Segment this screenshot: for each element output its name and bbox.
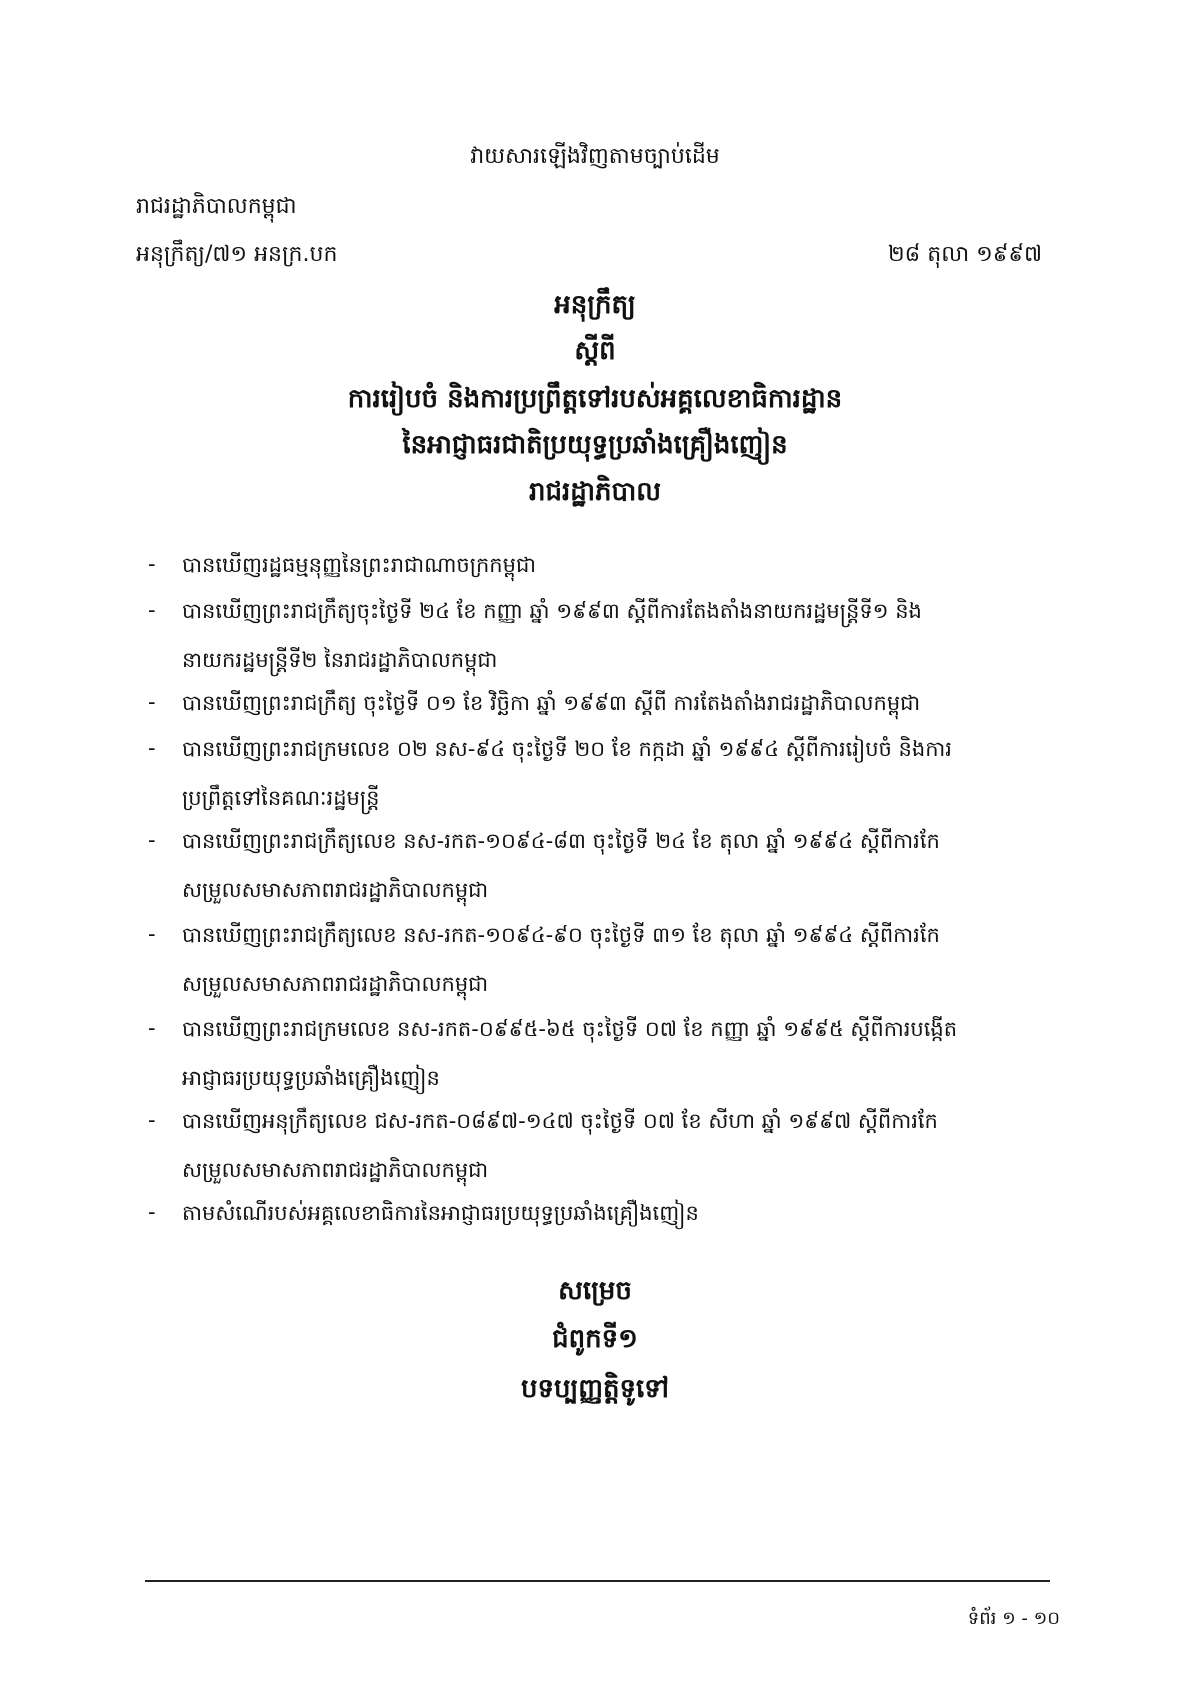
footer-divider: [145, 1580, 1050, 1582]
preamble-text: តាមសំណើរបស់អគ្គលេខាធិការនៃអាជ្ញាធរប្រយុទ្ធប្រឆាំងគ្រឿងញៀន: [182, 1201, 699, 1225]
preamble-text-continued: អាជ្ញាធរប្រយុទ្ធប្រឆាំងគ្រឿងញៀន: [182, 1066, 440, 1090]
preamble-text-continued: សម្រួលសមាសភាពរាជរដ្ឋាភិបាលកម្ពុជា: [182, 878, 489, 902]
preamble-text-continued: នាយករដ្ឋមន្ត្រីទី២ នៃរាជរដ្ឋាភិបាលកម្ពុជា: [182, 648, 498, 672]
preamble-text: បានឃើញព្រះរាជក្រមលេខ នស-រកត-០៩៩៥-៦៥ ចុះថ្ងៃទី ០៧ ខែ កញ្ញា ឆ្នាំ ១៩៩៥ ស្តីពីការបង្កើត: [182, 1017, 958, 1041]
preamble-text-continued: សម្រួលសមាសភាពរាជរដ្ឋាភិបាលកម្ពុជា: [182, 1158, 489, 1182]
bullet-dash: -: [148, 1108, 156, 1132]
preamble-text-continued: សម្រួលសមាសភាពរាជរដ្ឋាភិបាលកម្ពុជា: [182, 972, 489, 996]
restoration-note: វាយសារឡើងវិញតាមច្បាប់ដើម: [470, 144, 720, 169]
decision-heading: សម្រេច: [558, 1276, 632, 1306]
title-subject-line2: នៃអាជ្ញាធរជាតិប្រយុទ្ធប្រឆាំងគ្រឿងញៀន: [402, 430, 788, 460]
title-subdecree: អនុក្រឹត្យ: [554, 290, 636, 320]
bullet-dash: -: [148, 598, 156, 622]
preamble-text: បានឃើញព្រះរាជក្រឹត្យលេខ នស-រកត-១០៩៤-៨៣ ចុះថ្ងៃទី ២៤ ខែ តុលា ឆ្នាំ ១៩៩៤ ស្តីពីការកែ: [182, 829, 940, 853]
chapter-title: បទប្បញ្ញត្តិទូទៅ: [520, 1374, 670, 1404]
chapter-heading: ជំពូកទី១: [552, 1324, 638, 1354]
bullet-dash: -: [148, 690, 156, 714]
preamble-text: បានឃើញរដ្ឋធម្មនុញ្ញនៃព្រះរាជាណាចក្រកម្ពុជា: [182, 553, 536, 577]
institution-name: រាជរដ្ឋាភិបាលកម្ពុជា: [136, 194, 297, 219]
title-subject-line1: ការរៀបចំ និងការប្រព្រឹត្តទៅរបស់អគ្គលេខាធិការដ្ឋាន: [347, 384, 843, 414]
bullet-dash: -: [148, 1200, 156, 1224]
bullet-dash: -: [148, 736, 156, 760]
bullet-dash: -: [148, 552, 156, 576]
preamble-text: បានឃើញអនុក្រឹត្យលេខ ជស-រកត-០៨៩៧-១៤៧ ចុះថ្ងៃទី ០៧ ខែ សីហា ឆ្នាំ ១៩៩៧ ស្តីពីការកែ: [182, 1109, 938, 1133]
reference-number: អនុក្រឹត្យ/៧១ អនក្រ.បក: [136, 242, 338, 267]
preamble-text: បានឃើញព្រះរាជក្រឹត្យលេខ នស-រកត-១០៩៤-៩០ ចុះថ្ងៃទី ៣១ ខែ តុលា ឆ្នាំ ១៩៩៤ ស្តីពីការកែ: [182, 923, 940, 947]
page-number: ទំព័រ ១ - ១០: [967, 1608, 1060, 1629]
title-royal-government: រាជរដ្ឋាភិបាល: [528, 477, 662, 507]
bullet-dash: -: [148, 828, 156, 852]
document-date: ២៨ តុលា ១៩៩៧: [888, 242, 1042, 267]
preamble-text: បានឃើញព្រះរាជក្រឹត្យចុះថ្ងៃទី ២៤ ខែ កញ្ញា ឆ្នាំ ១៩៩៣ ស្តីពីការតែងតាំងនាយករដ្ឋមន្ត្រីទី១ និង: [182, 599, 922, 623]
bullet-dash: -: [148, 922, 156, 946]
preamble-text-continued: ប្រព្រឹត្តទៅនៃគណៈរដ្ឋមន្ត្រី: [182, 786, 380, 810]
title-on: ស្តីពី: [574, 336, 616, 366]
preamble-text: បានឃើញព្រះរាជក្រមលេខ ០២ នស-៩៤ ចុះថ្ងៃទី ២០ ខែ កក្កដា ឆ្នាំ ១៩៩៤ ស្តីពីការរៀបចំ និងការ: [182, 737, 952, 761]
preamble-text: បានឃើញព្រះរាជក្រឹត្យ ចុះថ្ងៃទី ០១ ខែ វិច្ឆិកា ឆ្នាំ ១៩៩៣ ស្តីពី ការតែងតាំងរាជរដ្ឋាភិបាលកម្ពុជា: [182, 691, 921, 715]
bullet-dash: -: [148, 1016, 156, 1040]
